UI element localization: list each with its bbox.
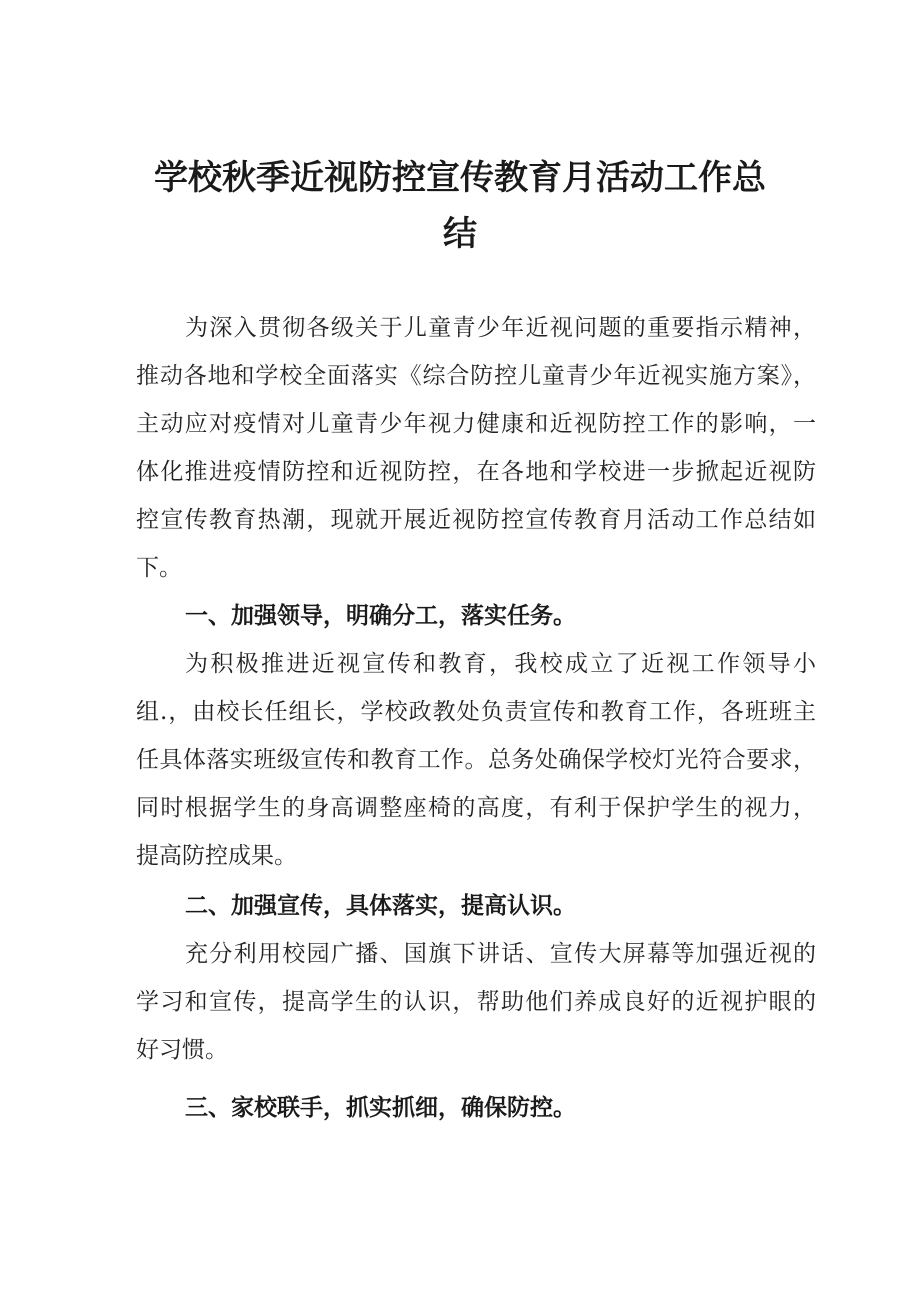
intro-line-4: 体化推进疫情防控和近视防控，在各地和学校进一步掀起近视防 xyxy=(136,459,816,485)
intro-line-2: 推动各地和学校全面落实《综合防控儿童青少年近视实施方案》， xyxy=(136,363,816,389)
section-1-line-5: 提高防控成果。 xyxy=(136,843,297,869)
section-1-heading: 一、加强领导，明确分工，落实任务。 xyxy=(185,603,576,629)
section-2-line-1: 充分利用校园广播、国旗下讲话、宣传大屏幕等加强近视的 xyxy=(185,941,816,967)
intro-line-6: 下。 xyxy=(136,555,182,581)
section-2-line-3: 好习惯。 xyxy=(136,1037,228,1063)
section-1-line-1: 为积极推进近视宣传和教育，我校成立了近视工作领导小 xyxy=(185,651,816,677)
document-title-line-2: 结 xyxy=(443,214,477,254)
section-3-heading: 三、家校联手，抓实抓细，确保防控。 xyxy=(185,1095,576,1121)
intro-line-1: 为深入贯彻各级关于儿童青少年近视问题的重要指示精神， xyxy=(185,315,816,341)
section-1-line-3: 任具体落实班级宣传和教育工作。总务处确保学校灯光符合要求， xyxy=(136,747,816,773)
section-1-line-2: 组.，由校长任组长，学校政教处负责宣传和教育工作，各班班主 xyxy=(136,699,816,725)
intro-line-5: 控宣传教育热潮，现就开展近视防控宣传教育月活动工作总结如 xyxy=(136,507,816,533)
document-title-line-1: 学校秋季近视防控宣传教育月活动工作总 xyxy=(154,158,766,198)
section-2-heading: 二、加强宣传，具体落实，提高认识。 xyxy=(185,893,576,919)
intro-line-3: 主动应对疫情对儿童青少年视力健康和近视防控工作的影响，一 xyxy=(136,411,816,437)
section-2-line-2: 学习和宣传，提高学生的认识，帮助他们养成良好的近视护眼的 xyxy=(136,989,816,1015)
section-1-line-4: 同时根据学生的身高调整座椅的高度，有利于保护学生的视力， xyxy=(136,795,816,821)
